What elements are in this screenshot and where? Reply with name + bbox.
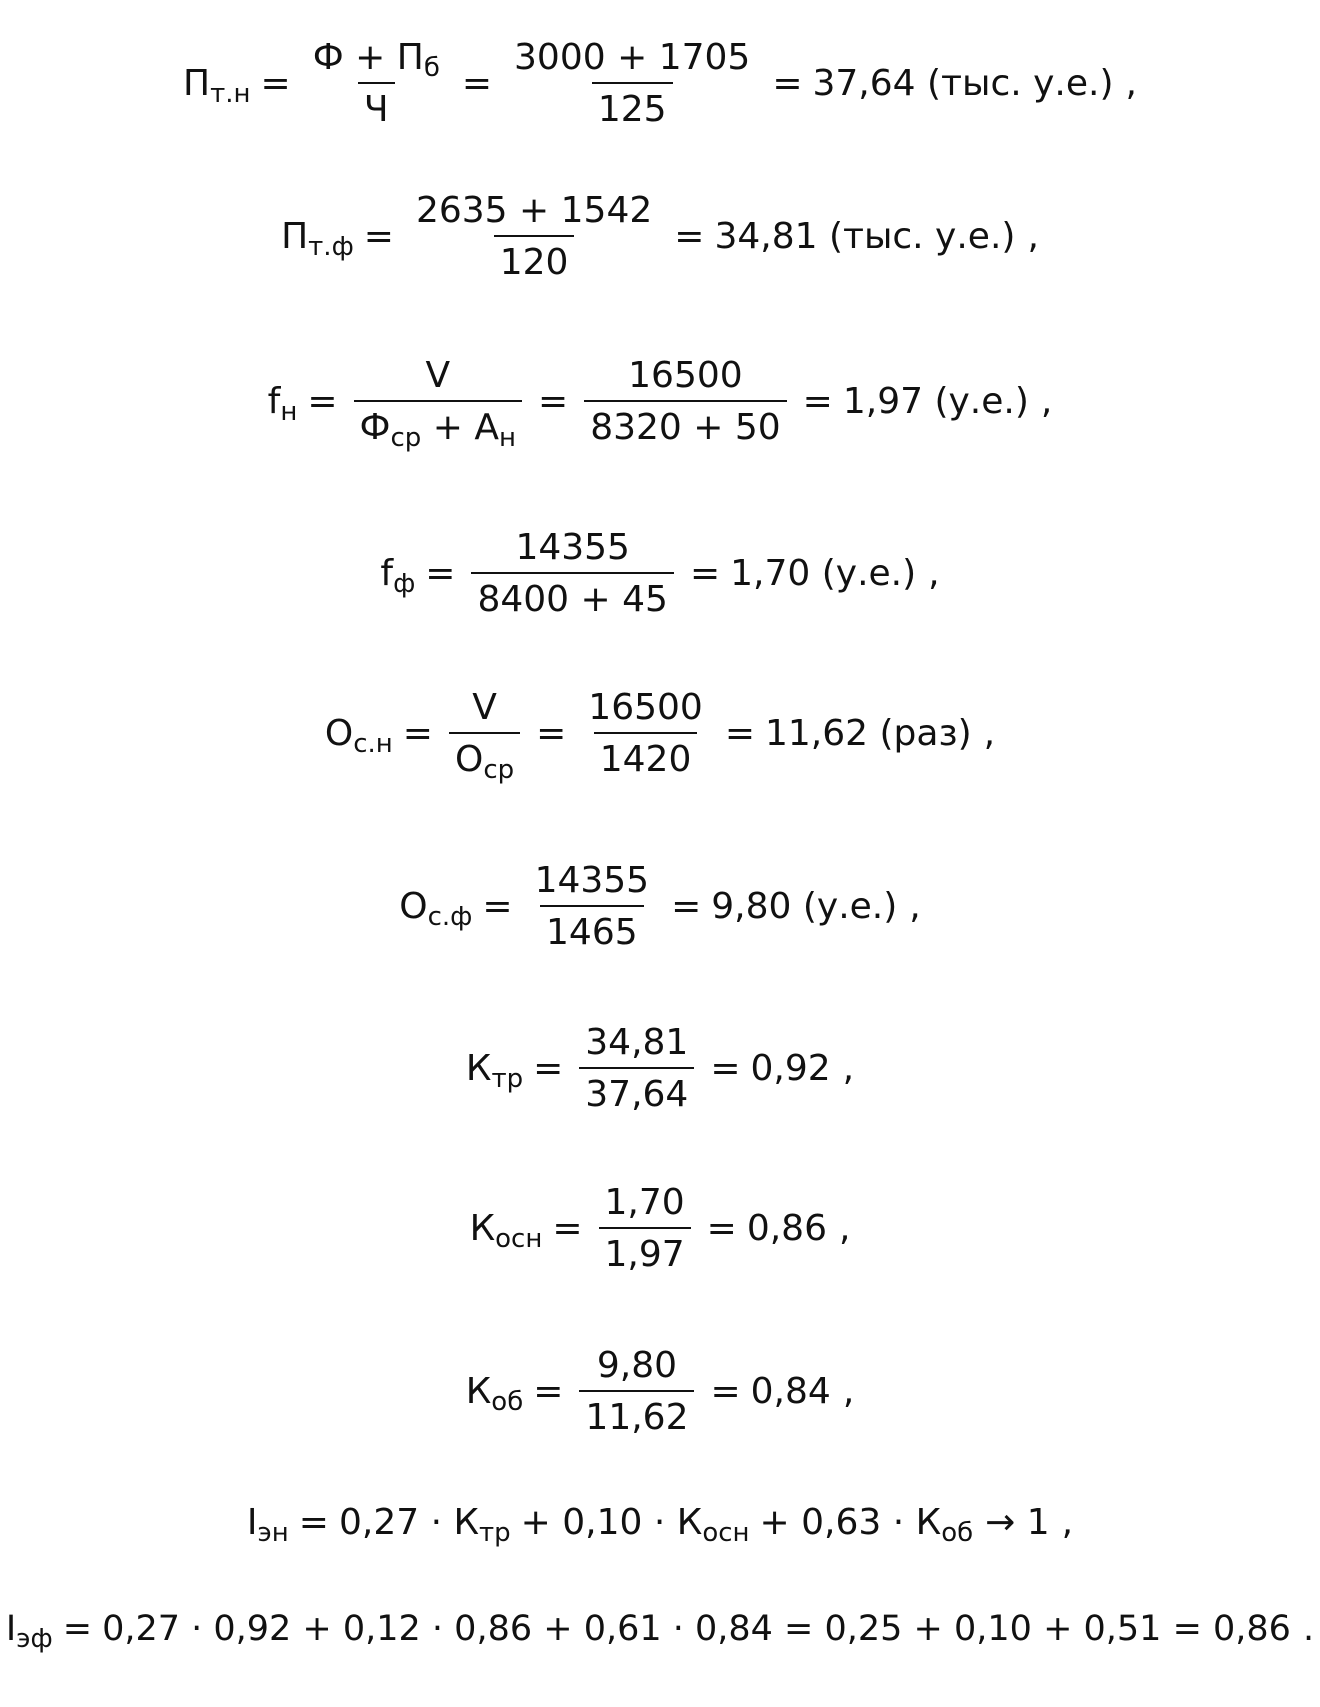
equals-sign: = bbox=[533, 1371, 564, 1412]
denominator: 8320 + 50 bbox=[584, 400, 786, 446]
punctuation: , bbox=[983, 713, 996, 754]
fraction-values bbox=[579, 1022, 694, 1115]
equals-sign: = bbox=[710, 1371, 741, 1412]
equals-sign: = bbox=[772, 63, 803, 104]
equation-index-planned bbox=[0, 1502, 1320, 1548]
punctuation: . bbox=[1302, 1609, 1315, 1649]
equals-sign: = bbox=[724, 713, 755, 754]
punctuation: , bbox=[1027, 216, 1039, 257]
equation-capital-productivity-planned bbox=[0, 355, 1320, 453]
denominator: $Ф_{ср} + А_н$ bbox=[354, 400, 523, 446]
equals-sign: = bbox=[461, 63, 493, 104]
denominator: Ч bbox=[358, 82, 395, 128]
result-value: 1,97 (у.е.) bbox=[842, 381, 1029, 422]
expression: 0,27 · 0,92 + 0,12 · 0,86 + 0,61 · 0,84 = 0,25 + 0,10 + 0,51 = 0,86 bbox=[102, 1609, 1291, 1649]
equation-turnover-planned bbox=[0, 687, 1320, 785]
equals-sign: = bbox=[425, 553, 456, 594]
punctuation: , bbox=[909, 886, 921, 927]
fraction-values bbox=[471, 527, 673, 620]
lhs-symbol: $К_{тр}$ bbox=[465, 1048, 524, 1094]
equals-sign: = bbox=[710, 1048, 741, 1089]
lhs-symbol: $f_н$ bbox=[267, 381, 298, 427]
equals-sign: = bbox=[62, 1609, 93, 1649]
result-value: 1,70 (у.е.) bbox=[730, 553, 917, 594]
denominator: $О_{ср}$ bbox=[449, 732, 520, 778]
numerator: 16500 bbox=[588, 687, 703, 728]
equation-index-actual bbox=[0, 1609, 1320, 1654]
denominator: 11,62 bbox=[579, 1390, 694, 1436]
equation-capital-productivity-actual bbox=[0, 527, 1320, 620]
punctuation: , bbox=[928, 553, 940, 594]
punctuation: , bbox=[1061, 1502, 1074, 1543]
equals-sign: = bbox=[674, 216, 705, 257]
numerator: V bbox=[425, 355, 451, 396]
term-3: + $0,63 \cdot К_{об}$ bbox=[759, 1502, 974, 1548]
lhs-symbol: $К_{осн}$ bbox=[469, 1208, 543, 1254]
lhs-symbol: $О_{с.н}$ bbox=[324, 713, 393, 759]
lhs-symbol: $К_{об}$ bbox=[465, 1371, 524, 1417]
equals-sign: = bbox=[363, 216, 394, 257]
equals-sign: = bbox=[482, 886, 513, 927]
lhs-symbol: $О_{с.ф}$ bbox=[399, 886, 473, 932]
fraction-formula bbox=[307, 37, 446, 130]
equals-sign: = bbox=[802, 381, 833, 422]
equals-sign: = bbox=[671, 886, 702, 927]
denominator: 125 bbox=[592, 82, 673, 128]
result-value: 0,86 bbox=[746, 1208, 827, 1249]
punctuation: , bbox=[838, 1208, 851, 1249]
denominator: 1420 bbox=[594, 732, 698, 778]
punctuation: , bbox=[1125, 63, 1137, 104]
equation-labor-productivity-planned bbox=[0, 37, 1320, 130]
punctuation: , bbox=[842, 1048, 855, 1089]
punctuation: , bbox=[1040, 381, 1053, 422]
result-value: 34,81 (тыс. у.е.) bbox=[714, 216, 1016, 257]
denominator: 37,64 bbox=[579, 1067, 694, 1113]
denominator: 120 bbox=[494, 235, 575, 281]
numerator: 16500 bbox=[628, 355, 743, 396]
result-value: 9,80 (у.е.) bbox=[711, 886, 898, 927]
limit-arrow: → 1 bbox=[985, 1502, 1050, 1543]
numerator: $Ф + П_б$ bbox=[312, 37, 440, 83]
equation-coef-turnover bbox=[0, 1345, 1320, 1438]
equals-sign: = bbox=[260, 63, 291, 104]
equals-sign: = bbox=[402, 713, 433, 754]
equals-sign: = bbox=[307, 381, 338, 422]
fraction-values bbox=[582, 687, 709, 780]
fraction-values bbox=[599, 1182, 691, 1275]
fraction-values bbox=[529, 860, 656, 953]
equals-sign: = bbox=[536, 713, 567, 754]
fraction-formula bbox=[354, 355, 523, 453]
lhs-symbol: $I_{эн}$ bbox=[246, 1502, 289, 1548]
numerator: 3000 + 1705 bbox=[514, 37, 751, 78]
equals-sign: = bbox=[552, 1208, 583, 1249]
equation-labor-productivity-actual bbox=[0, 190, 1320, 283]
fraction-values bbox=[579, 1345, 694, 1438]
numerator: 1,70 bbox=[604, 1182, 685, 1223]
lhs-symbol: $I_{эф}$ bbox=[5, 1609, 53, 1654]
equals-sign: = bbox=[538, 381, 569, 422]
term-2: + $0,10 \cdot К_{осн}$ bbox=[520, 1502, 750, 1548]
result-value: 0,92 bbox=[750, 1048, 831, 1089]
numerator: 2635 + 1542 bbox=[415, 190, 653, 231]
denominator: 1465 bbox=[540, 905, 644, 951]
fraction-formula bbox=[449, 687, 520, 785]
equation-coef-fixed-assets bbox=[0, 1182, 1320, 1275]
numerator: 14355 bbox=[534, 860, 650, 901]
term-1: $0,27 \cdot К_{тр}$ bbox=[338, 1502, 511, 1548]
equals-sign: = bbox=[706, 1208, 737, 1249]
denominator: 1,97 bbox=[599, 1227, 691, 1273]
equals-sign: = bbox=[689, 553, 721, 594]
equation-coef-labor bbox=[0, 1022, 1320, 1115]
punctuation: , bbox=[842, 1371, 855, 1412]
numerator: 9,80 bbox=[596, 1345, 678, 1386]
result-value: 11,62 (раз) bbox=[765, 713, 972, 754]
lhs-symbol: $П_{т.ф}$ bbox=[281, 216, 354, 262]
numerator: V bbox=[472, 687, 497, 728]
equals-sign: = bbox=[298, 1502, 329, 1543]
result-value: 37,64 (тыс. у.е.) bbox=[812, 63, 1114, 104]
denominator: 8400 + 45 bbox=[471, 572, 673, 618]
equals-sign: = bbox=[533, 1048, 564, 1089]
fraction-values bbox=[584, 355, 786, 448]
numerator: 34,81 bbox=[585, 1022, 689, 1063]
result-value: 0,84 bbox=[750, 1371, 831, 1412]
fraction-values bbox=[508, 37, 756, 130]
fraction-values bbox=[410, 190, 658, 283]
equation-turnover-actual bbox=[0, 860, 1320, 953]
lhs-symbol: $П_{т.н}$ bbox=[183, 63, 251, 109]
lhs-symbol: $f_ф$ bbox=[380, 553, 416, 599]
numerator: 14355 bbox=[515, 527, 630, 568]
